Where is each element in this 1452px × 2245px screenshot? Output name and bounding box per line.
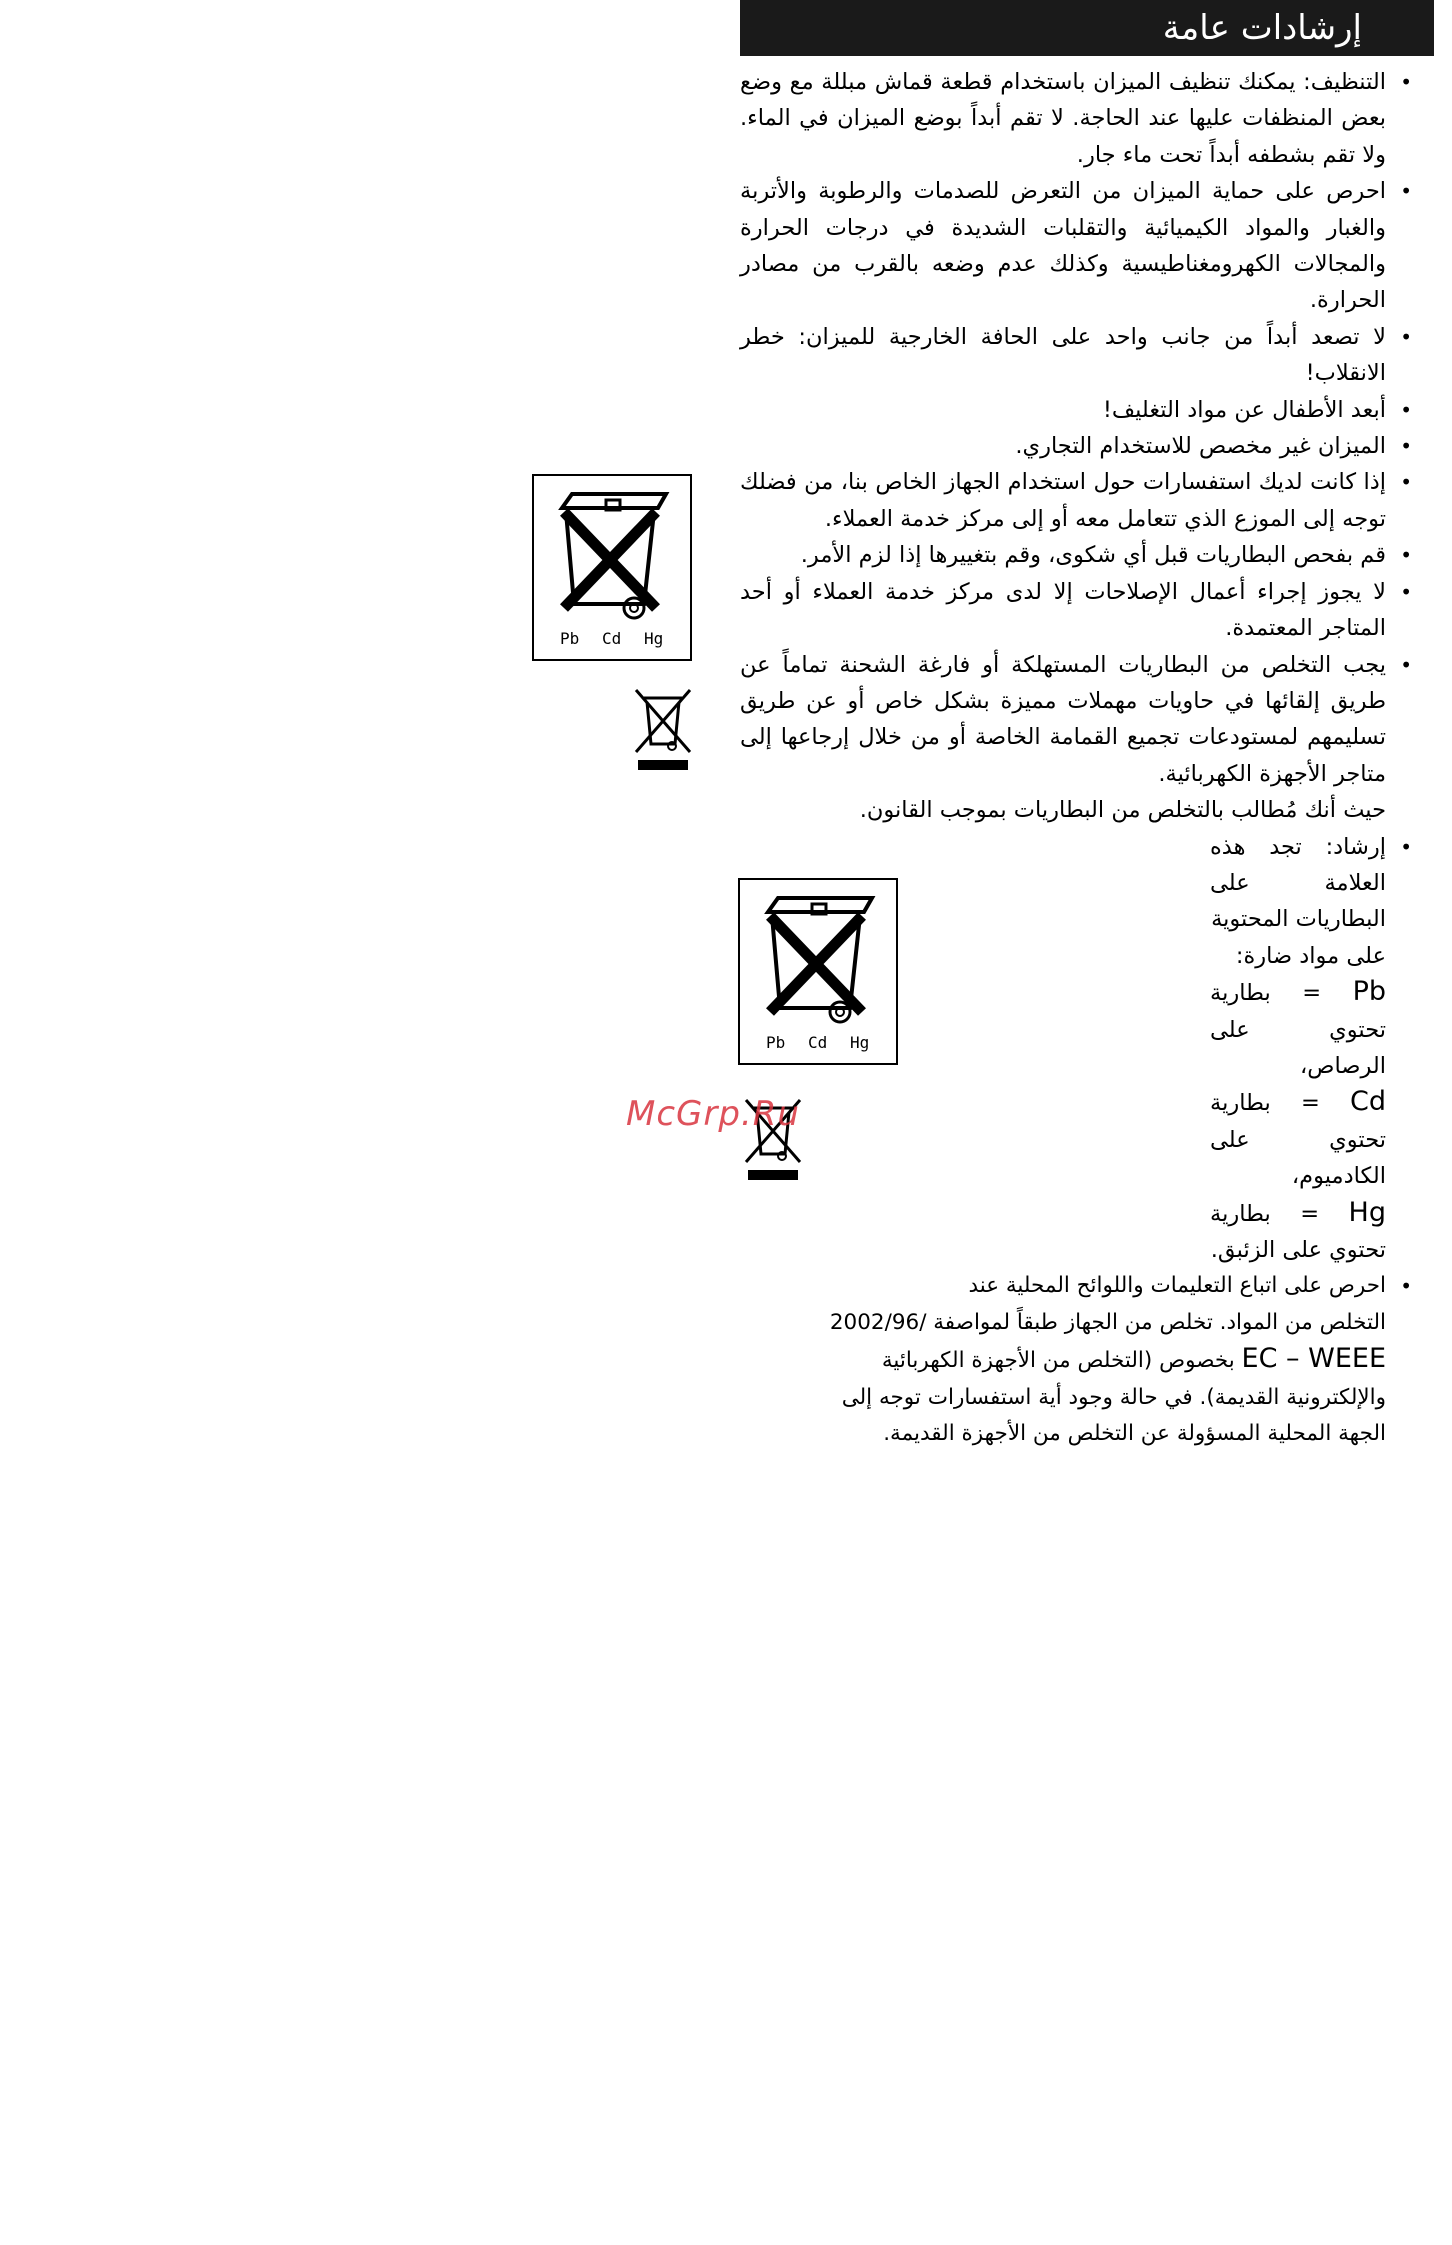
hint-item: • إرشاد: تجد هذه العلامة على البطاريات المحتوية على مواد ضارة: Pb = بطارية تحتوي على الرصاص، Cd = بطارية تحتوي على الكادميوم، Hg = بطارية تحتوي على الزئبق. — [740, 829, 1412, 1269]
battery-disposal-icon — [738, 878, 898, 1065]
disposal-item: • احرص على اتباع التعليمات واللوائح المحلية عند التخلص من المواد. تخلص من الجهاز طبقاً لمواصفة /2002/96 EC – WEEE بخصوص (التخلص من الأجهزة الكهربائية والإلكترونية القديمة). في حالة وجود أية استفسارات توجه إلى الجهة المحلية المسؤولة عن التخلص من الأجهزة القديمة. — [740, 1268, 1412, 1452]
instructions-list — [740, 64, 1412, 1452]
battery-disposal-icon — [532, 474, 692, 661]
list-item: • أبعد الأطفال عن مواد التغليف! — [740, 392, 1412, 428]
list-item: • يجب التخلص من البطاريات المستهلكة أو فارغة الشحنة تماماً عن طريق إلقائها في حاويات مهملات مميزة بشكل خاص أو عن طريق تسليمهم لمستودعات تجميع القمامة الخاصة أو من خلال إرجاعها إلى متاجر الأجهزة الكهربائية. — [740, 647, 1412, 793]
label-pb: Pb — [766, 1033, 786, 1052]
legal-note: حيث أنك مُطالب بالتخلص من البطاريات بموجب القانون. — [859, 797, 1386, 824]
section-header — [740, 0, 1434, 56]
watermark: McGrp.Ru — [626, 1094, 800, 1134]
list-item: • لا تصعد أبداً من جانب واحد على الحافة الخارجية للميزان: خطر الانقلاب! — [740, 319, 1412, 392]
label-hg: Hg — [644, 629, 664, 648]
list-item: • الميزان غير مخصص للاستخدام التجاري. — [740, 428, 1412, 464]
list-item: • التنظيف: يمكنك تنظيف الميزان باستخدام قطعة قماش مبللة مع وضع بعض المنظفات عليها عند الحاجة. لا تقم أبداً بوضع الميزان في الماء. ولا تقم بشطفه أبداً تحت ماء جار. — [740, 64, 1412, 173]
section-title: إرشادات عامة — [1162, 8, 1362, 48]
label-cd: Cd — [808, 1033, 828, 1052]
list-item: • لا يجوز إجراء أعمال الإصلاحات إلا لدى مركز خدمة العملاء أو أحد المتاجر المعتمدة. — [740, 574, 1412, 647]
label-cd: Cd — [602, 629, 622, 648]
list-item: • قم بفحص البطاريات قبل أي شكوى، وقم بتغييرها إذا لزم الأمر. — [740, 537, 1412, 573]
list-item: • احرص على حماية الميزان من التعرض للصدمات والرطوبة والأتربة والغبار والمواد الكيميائية والتقلبات الشديدة في درجات الحرارة والمجالات الكهرومغناطيسية وكذلك عدم وضعه بالقرب من مصادر الحرارة. — [740, 173, 1412, 319]
label-pb: Pb — [560, 629, 580, 648]
label-hg: Hg — [850, 1033, 870, 1052]
weee-bin-icon — [632, 686, 694, 772]
list-item: • إذا كانت لديك استفسارات حول استخدام الجهاز الخاص بنا، من فضلك توجه إلى الموزع الذي تتعامل معه أو إلى مركز خدمة العملاء. — [740, 464, 1412, 537]
